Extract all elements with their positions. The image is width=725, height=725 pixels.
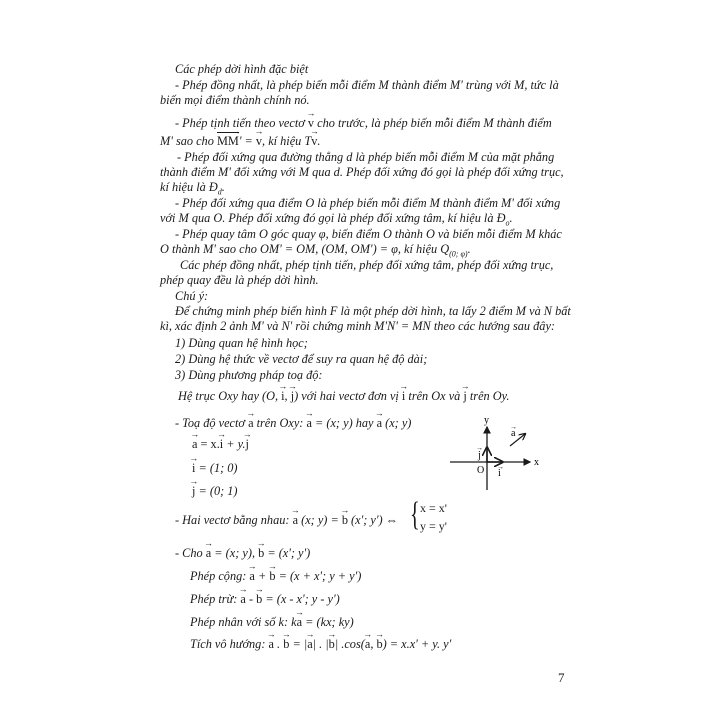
translation-line-2: M' sao cho → MM' = → v, kí hiệu T→ v. xyxy=(160,131,320,149)
page-number: 7 xyxy=(558,670,565,685)
section-title: Các phép dời hình đặc biệt xyxy=(175,62,309,76)
method-1: 1) Dùng quan hệ hình học; xyxy=(175,336,308,350)
document-page: Các phép dời hình đặc biệt - Phép đồng nhất, là phép biến mỗi điểm M thành điểm M' trùng với M, tức là biến mọi điểm thành chính nó. - Phép tịnh tiến theo vectơ → v cho trước, là phép biến mỗi điểm M thành điểm M' sao cho → MM' = → v, kí hiệu T→ v. - Phép đối xứng qua đường thẳng d là phép biến mỗi điểm M của mặt phẳng thành điểm M' đối xứng với M qua d. Phép đối xứng đó gọi là phép đối xứng trục, kí hiệu là $Đ_d$. - Phép đối xứng qua điểm O là phép biến mỗi điểm M thành điểm M' đối xứng với M qua O. Phép đối xứng đó gọi là phép đối xứng tâm, kí hiệu là $Đ_o$. - Phép quay tâm O góc quay φ, biến điểm O thành O và biến mỗi điểm M khác O thành M' sao cho OM' = OM, (OM, OM') = φ, kí hiệu $Q_{(0; \varphi)}$. Các phép đồng nhất, phép tịnh tiến, phép đối xứng tâm, phép đối xứng trục, phép quay đều là phép dời hình. Chú ý: Để chứng minh phép biến hình F là một phép dời hình, ta lấy 2 điểm M và N bất kì, xác định 2 ảnh M' và N' rồi chứng minh M'N' = MN theo các hướng sau đây: 1) Dùng quan hệ hình học; 2) Dùng hệ thức về vectơ để suy ra quan hệ độ dài; 3) Dùng phương pháp toạ độ: Hệ trục Oxy hay (O, → i, → j) với hai vectơ đơn vị → i trên Ox và → j trên Oy. - Toạ độ vectơ → a trên Oxy: → a = (x; y) hay → a (x; y) → a = x.→ i + y.→ j → i = (1; 0) → j = (0; 1) x y O i j a → → → - Hai vectơ bằng nhau: → a (x; y) = → b (x'; y') ⇔ { x = x' y = y' - Cho → a = (x; y), → b = (x'; y') Phép cộng: → a + → b = (x + x'; y + y') Phép trừ: → a - → b = (x - x'; y - y') Phép nhân với số k: k→ a = (kx; ky) Tích vô hướng: → a . → b = |→ a| . |→ b| .cos(→ a, → b) = x.x' + y. y' 7 xyxy=(0,0,725,725)
y-axis-label: y xyxy=(484,415,489,426)
decomposition-line: → a = x.→ i + y.→ j xyxy=(192,434,249,452)
vector-v: → v xyxy=(256,131,262,149)
summary-line-1: Các phép đồng nhất, phép tịnh tiến, phép đối xứng tâm, phép đối xứng trục, xyxy=(180,258,554,272)
addition-line: Phép cộng: → a + → b = (x + x'; y + y') xyxy=(190,566,361,584)
a-label: a xyxy=(511,428,516,439)
summary-line-2: phép quay đều là phép dời hình. xyxy=(160,273,319,287)
origin-label: O xyxy=(477,465,485,476)
axial-line-3: kí hiệu là $Đ_d$. xyxy=(160,180,225,197)
central-line-2: với M qua O. Phép đối xứng đó gọi là phép đối xứng tâm, kí hiệu là $Đ_o$. xyxy=(160,211,513,228)
identity-line-2: biến mọi điểm thành chính nó. xyxy=(160,93,310,107)
i-label: i xyxy=(498,468,501,479)
i-unit-line: → i = (1; 0) xyxy=(192,458,238,476)
vector-v: → v xyxy=(311,131,317,149)
note-line-1: Để chứng minh phép biến hình F là một phép dời hình, ta lấy 2 điểm M và N bất xyxy=(175,304,571,318)
given-vectors-line: - Cho → a = (x; y), → b = (x'; y') xyxy=(175,543,310,561)
vector-v: → v xyxy=(308,113,314,131)
note-line-2: kì, xác định 2 ảnh M' và N' rồi chứng minh M'N' = MN theo các hướng sau đây: xyxy=(160,319,556,333)
subtraction-line: Phép trừ: → a - → b = (x - x'; y - y') xyxy=(190,589,340,607)
central-line-1: - Phép đối xứng qua điểm O là phép biến mỗi điểm M thành điểm M' đối xứng xyxy=(175,196,561,210)
translation-line-1: - Phép tịnh tiến theo vectơ → v cho trước, là phép biến mỗi điểm M thành điểm xyxy=(175,113,552,131)
method-2: 2) Dùng hệ thức về vectơ để suy ra quan hệ độ dài; xyxy=(175,352,428,366)
note-heading: Chú ý: xyxy=(175,289,209,303)
coordinate-diagram xyxy=(440,405,560,500)
method-3: 3) Dùng phương pháp toạ độ: xyxy=(175,368,323,382)
x-axis-label: x xyxy=(534,457,539,468)
j-label: j xyxy=(478,450,481,461)
equal-vectors-line: - Hai vectơ bằng nhau: → a (x; y) = → b (x'; y') ⇔ xyxy=(175,510,398,528)
scalar-multiplication-line: Phép nhân với số k: k→ a = (kx; ky) xyxy=(190,612,354,630)
coord-system-line: Hệ trục Oxy hay (O, → i, → j) với hai vectơ đơn vị → i trên Ox và → j trên Oy. xyxy=(178,386,510,404)
identity-line-1: - Phép đồng nhất, là phép biến mỗi điểm M thành điểm M' trùng với M, tức là xyxy=(175,78,559,92)
rotation-line-1: - Phép quay tâm O góc quay φ, biến điểm O thành O và biến mỗi điểm M khác xyxy=(175,227,562,241)
axial-line-2: thành điểm M' đối xứng với M qua d. Phép đối xứng đó gọi là phép đối xứng trục, xyxy=(160,165,564,179)
svg-text:→: → xyxy=(510,423,517,431)
dot-product-line: Tích vô hướng: → a . → b = |→ a| . |→ b| .cos(→ a, → b) = x.x' + y. y' xyxy=(190,634,451,652)
rotation-line-2: O thành M' sao cho OM' = OM, (OM, OM') = φ, kí hiệu $Q_{(0; \varphi)}$. xyxy=(160,242,471,259)
svg-text:→: → xyxy=(476,444,483,452)
vector-coord-line: - Toạ độ vectơ → a trên Oxy: → a = (x; y) hay → a (x; y) xyxy=(175,413,411,431)
svg-text:→: → xyxy=(497,463,504,471)
axial-line-1: - Phép đối xứng qua đường thẳng d là phép biến mỗi điểm M của mặt phẳng xyxy=(177,150,555,164)
vector-mm: → MM xyxy=(217,132,239,149)
j-unit-line: → j = (0; 1) xyxy=(192,481,238,499)
